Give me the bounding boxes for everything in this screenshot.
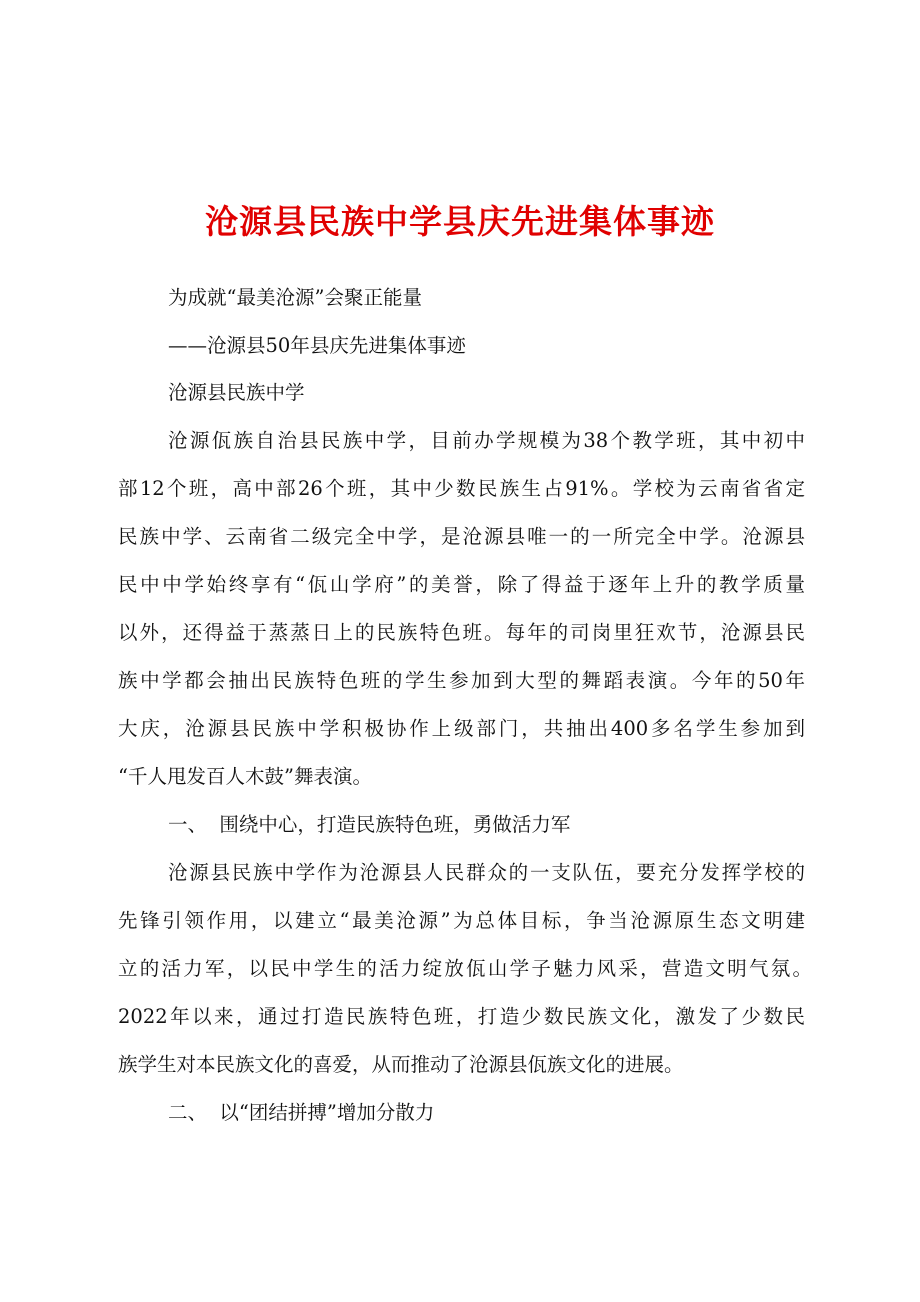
paragraph-line: 大庆，沧源县民族中学积极协作上级部门，共抽出400多名学生参加到: [118, 717, 805, 740]
paragraph-line: “千人甩发百人木鼓”舞表演。: [118, 765, 372, 788]
subtitle: 为成就“最美沧源”会聚正能量: [168, 286, 422, 309]
section-heading-2: 二、 以“团结拼搏”增加分散力: [168, 1101, 435, 1124]
paragraph-line: 立的活力军，以民中学生的活力绽放佤山学子魅力风采，营造文明气氛。: [118, 957, 812, 980]
section-heading-1: 一、 围绕中心，打造民族特色班，勇做活力军: [168, 813, 571, 836]
paragraph-line: 族中学都会抽出民族特色班的学生参加到大型的舞蹈表演。今年的50年: [118, 669, 805, 692]
paragraph-line: 2022年以来，通过打造民族特色班，打造少数民族文化，激发了少数民: [118, 1005, 805, 1028]
paragraph-line: 先锋引领作用，以建立“最美沧源”为总体目标，争当沧源原生态文明建: [118, 909, 805, 932]
paragraph-line: 部12个班，高中部26个班，其中少数民族生占91%。学校为云南省省定: [118, 477, 805, 500]
document-title: 沧源县民族中学县庆先进集体事迹: [205, 202, 715, 241]
organization: 沧源县民族中学: [168, 381, 305, 404]
paragraph-line: 以外，还得益于蒸蒸日上的民族特色班。每年的司岗里狂欢节，沧源县民: [118, 621, 805, 644]
byline: ——沧源县50年县庆先进集体事迹: [168, 334, 466, 357]
paragraph-line: 沧源佤族自治县民族中学，目前办学规模为38个教学班，其中初中: [168, 429, 805, 452]
paragraph-line: 族学生对本民族文化的喜爱，从而推动了沧源县佤族文化的进展。: [118, 1053, 684, 1076]
paragraph-line: 沧源县民族中学作为沧源县人民群众的一支队伍，要充分发挥学校的: [168, 861, 805, 884]
paragraph-line: 民族中学、云南省二级完全中学，是沧源县唯一的一所完全中学。沧源县: [118, 525, 805, 548]
paragraph-line: 民中中学始终享有“佤山学府”的美誉，除了得益于逐年上升的教学质量: [118, 573, 805, 596]
